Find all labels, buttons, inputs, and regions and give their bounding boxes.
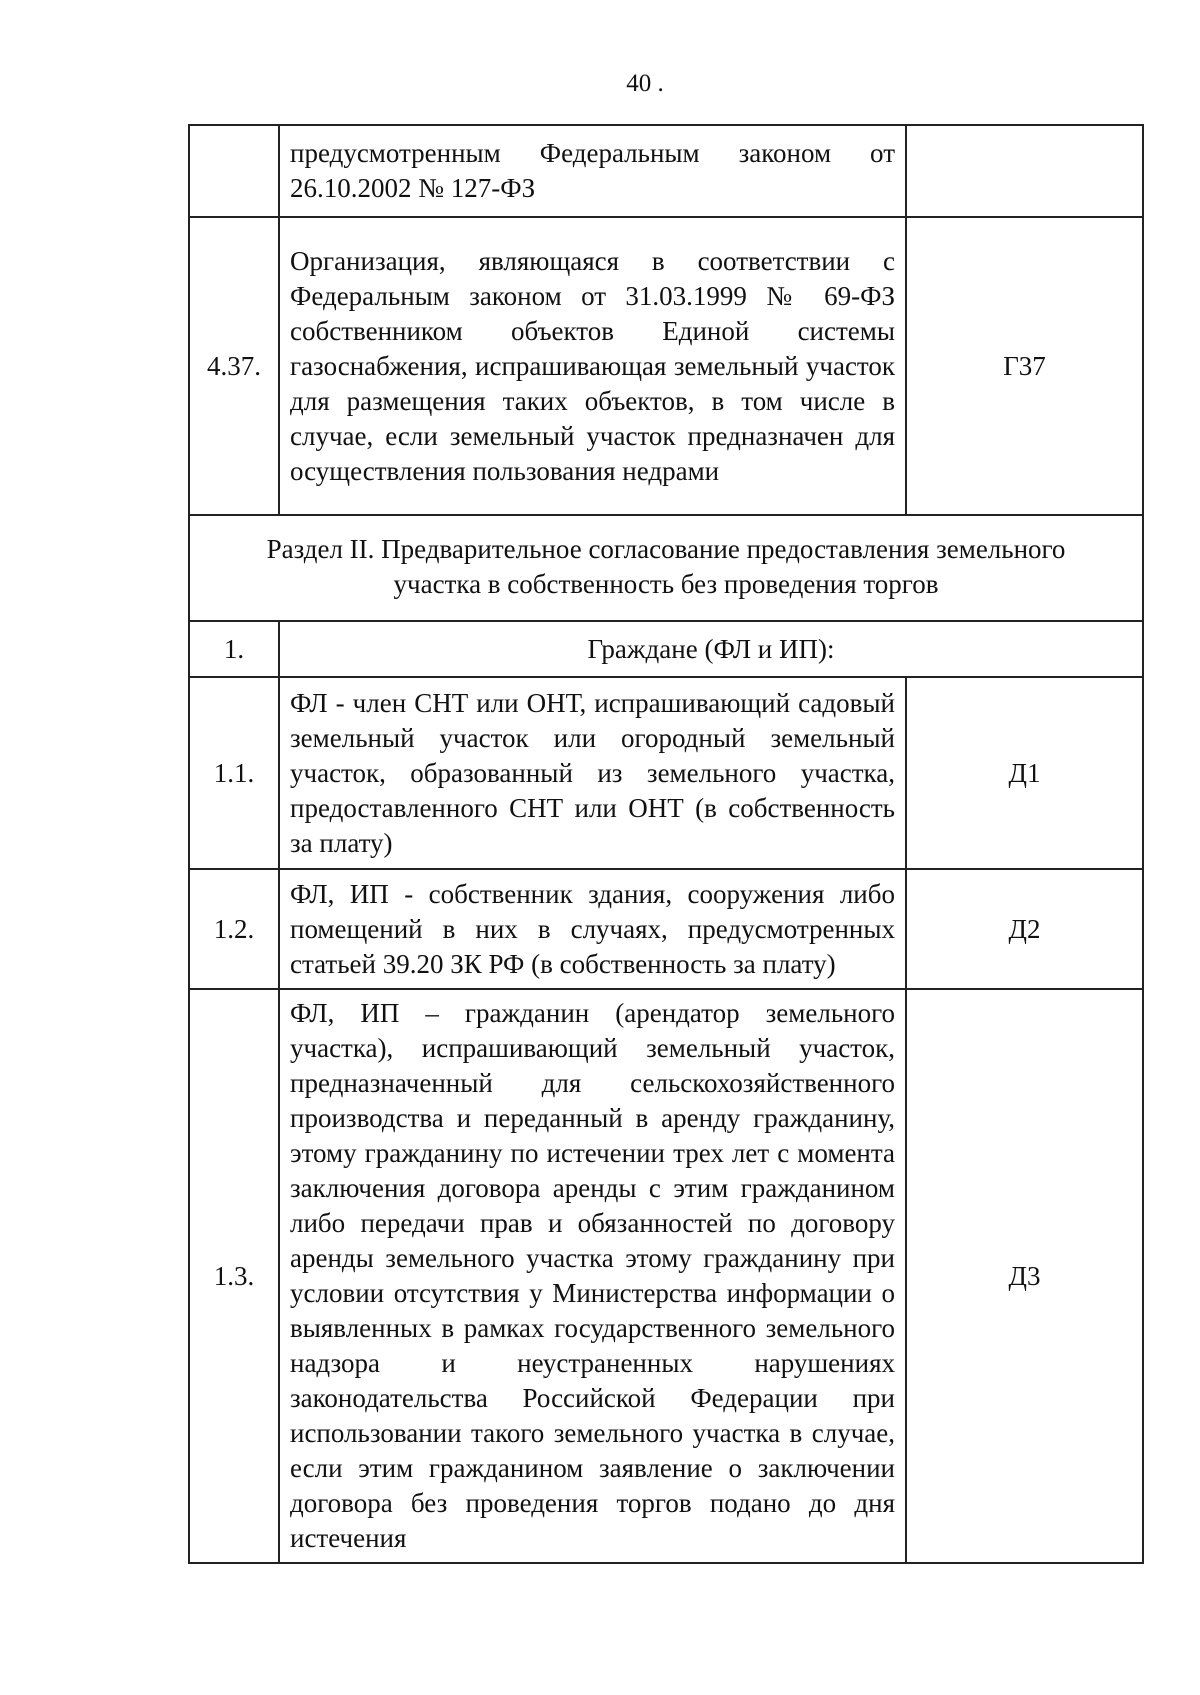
row-code: Д2 [906, 869, 1143, 989]
table-row [189, 677, 1143, 869]
table-row [189, 217, 1143, 515]
table-row [189, 989, 1143, 1563]
document-table [188, 124, 1144, 1564]
row-description: ФЛ, ИП - собственник здания, сооружения либо помещений в них в случаях, предусмотренных статьей 39.20 ЗК РФ (в собственность за плату) [279, 869, 906, 989]
page-number: 40 . [626, 70, 664, 97]
row-number: 4.37. [189, 217, 279, 515]
group-row [189, 621, 1143, 677]
group-number: 1. [189, 621, 279, 677]
section-row [189, 515, 1143, 621]
row-number [189, 125, 279, 217]
group-title: Граждане (ФЛ и ИП): [279, 621, 1143, 677]
row-description: ФЛ - член СНТ или ОНТ, испрашивающий садовый земельный участок или огородный земельный участок, образованный из земельного участка, предоставленного СНТ или ОНТ (в собственность за плату) [279, 677, 906, 869]
row-number: 1.2. [189, 869, 279, 989]
row-number: 1.3. [189, 989, 279, 1563]
row-description: предусмотренным Федеральным законом от 26.10.2002 № 127-ФЗ [279, 125, 906, 217]
row-number: 1.1. [189, 677, 279, 869]
row-code: Д1 [906, 677, 1143, 869]
table-row [189, 869, 1143, 989]
row-description: Организация, являющаяся в соответствии с Федеральным законом от 31.03.1999 № 69-ФЗ собственником объектов Единой системы газоснабжения, испрашивающая земельный участок для размещения таких объектов, в том числе в случае, если земельный участок предназначен для осуществления пользования недрами [279, 217, 906, 515]
section-title: Раздел II. Предварительное согласование предоставления земельного участка в собственность без проведения торгов [189, 515, 1143, 621]
row-description: ФЛ, ИП – гражданин (арендатор земельного участка), испрашивающий земельный участок, предназначенный для сельскохозяйственного производства и переданный в аренду гражданину, этому гражданину по истечении трех лет с момента заключения договора аренды с этим гражданином либо передачи прав и обязанностей по договору аренды земельного участка этому гражданину при условии отсутствия у Министерства информации о выявленных в рамках государственного земельного надзора и неустраненных нарушениях законодательства Российской Федерации при использовании такого земельного участка в случае, если этим гражданином заявление о заключении договора без проведения торгов подано до дня истечения [279, 989, 906, 1563]
row-code: Д3 [906, 989, 1143, 1563]
table-row [189, 125, 1143, 217]
row-code [906, 125, 1143, 217]
row-code: Г37 [906, 217, 1143, 515]
